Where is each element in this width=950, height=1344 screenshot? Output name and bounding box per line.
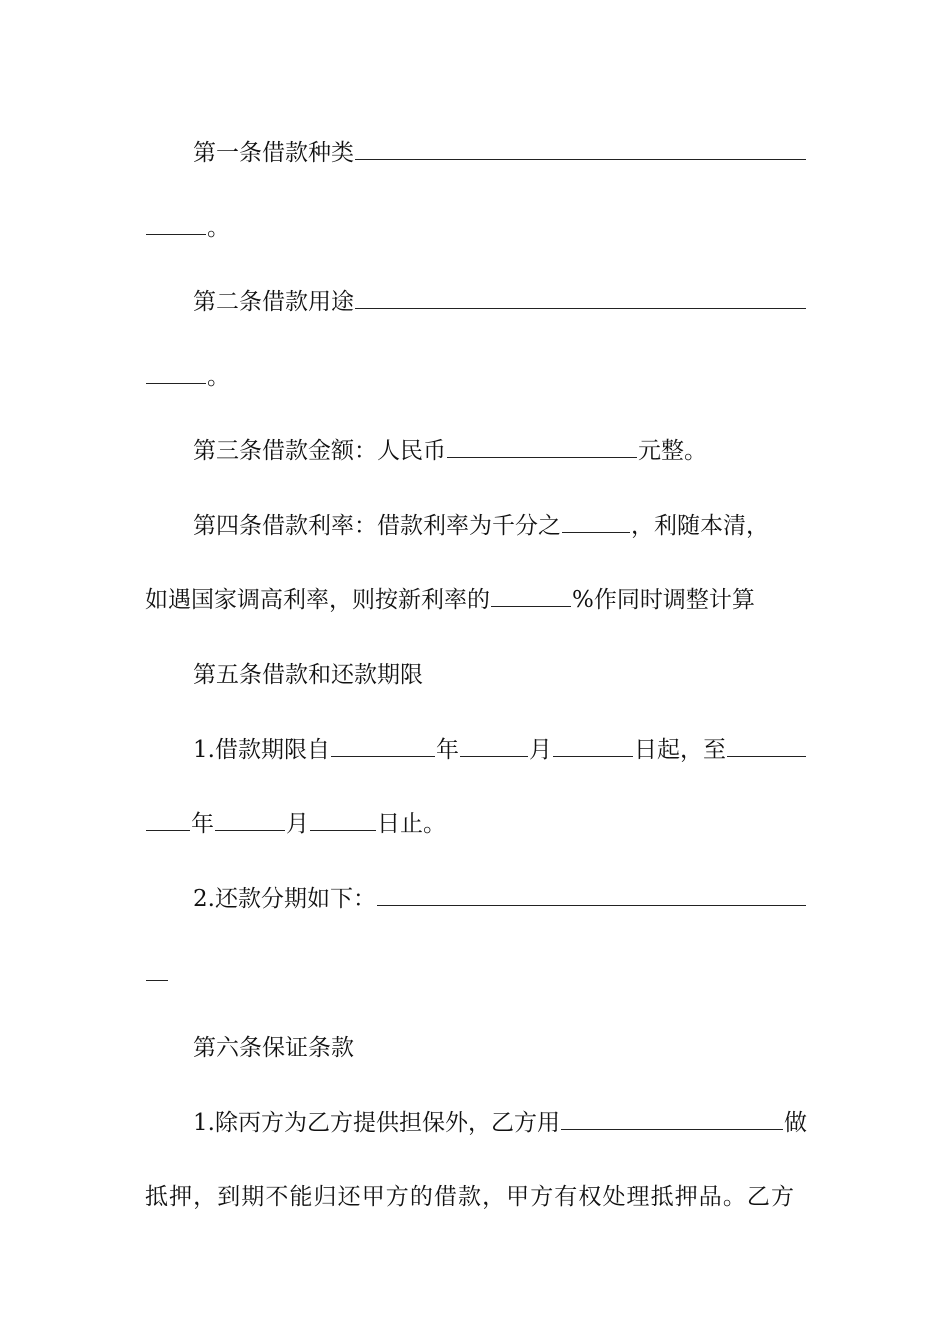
clause-5-1-text-f: 月 <box>286 811 309 837</box>
clause-5-1-text-g: 日止。 <box>377 811 446 837</box>
clause-5-1-text-d: 日起，至 <box>633 737 726 763</box>
clause-4-rate-blank <box>562 506 630 533</box>
clause-5-1-text-a: 1.借款期限自 <box>193 737 330 763</box>
clause-2-end: 。 <box>207 364 230 390</box>
clause-5-end-year-blank-cont <box>146 804 190 831</box>
clause-3-line <box>145 431 807 471</box>
clause-6-title-text: 第六条保证条款 <box>193 1035 354 1061</box>
clause-1-line <box>145 133 807 173</box>
clause-4-line-1 <box>145 506 807 546</box>
clause-5-start-year-blank <box>331 730 435 757</box>
clause-1-label: 第一条借款种类 <box>193 140 354 166</box>
clause-1-cont <box>145 208 807 248</box>
clause-5-item-2 <box>145 879 807 919</box>
clause-5-1-text-b: 年 <box>435 737 459 763</box>
clause-6-1-text-a: 1.除丙方为乙方提供担保外，乙方用 <box>193 1110 560 1136</box>
clause-5-end-year-blank <box>727 730 806 757</box>
clause-3-label: 第三条借款金额：人民币 <box>193 438 446 464</box>
clause-5-installments-blank <box>377 879 806 906</box>
clause-2-label: 第二条借款用途 <box>193 289 354 315</box>
clause-1-blank-cont <box>146 208 206 235</box>
clause-4-text-d: %作同时调整计算 <box>572 587 755 613</box>
clause-5-end-month-blank <box>215 804 285 831</box>
clause-2-cont <box>145 357 807 397</box>
clause-3-amount-blank <box>447 431 637 458</box>
clause-6-1-text-c: 抵押，到期不能归还甲方的借款，甲方有权处理抵押品。乙方 <box>145 1184 796 1210</box>
clause-6-1-text-b: 做 <box>784 1110 807 1136</box>
clause-5-title-text: 第五条借款和还款期限 <box>193 662 423 688</box>
clause-4-text-c: 如遇国家调高利率，则按新利率的 <box>145 587 490 613</box>
clause-1-blank <box>355 133 806 160</box>
clause-5-2-text: 2.还款分期如下： <box>193 886 376 912</box>
clause-2-blank-cont <box>146 357 206 384</box>
clause-3-end: 元整。 <box>638 438 707 464</box>
clause-5-item-2-cont <box>145 954 807 994</box>
clause-5-1-text-e: 年 <box>191 811 214 837</box>
clause-6-title <box>145 1028 807 1068</box>
clause-5-installments-blank-cont <box>146 954 168 981</box>
clause-5-item-1-cont <box>145 804 807 844</box>
clause-6-item-1-cont <box>145 1177 807 1217</box>
clause-4-line-2 <box>145 580 807 620</box>
clause-5-1-text-c: 月 <box>528 737 552 763</box>
clause-5-item-1 <box>145 730 807 770</box>
clause-2-line <box>145 282 807 322</box>
clause-5-start-day-blank <box>553 730 633 757</box>
clause-5-start-month-blank <box>460 730 528 757</box>
clause-4-text-b: ，利随本清， <box>631 513 769 539</box>
clause-5-title <box>145 655 807 695</box>
clause-5-end-day-blank <box>310 804 376 831</box>
clause-4-percent-blank <box>491 580 571 607</box>
clause-4-text-a: 第四条借款利率：借款利率为千分之 <box>193 513 561 539</box>
clause-1-end: 。 <box>207 215 230 241</box>
clause-6-collateral-blank <box>561 1103 783 1130</box>
clause-6-item-1 <box>145 1103 807 1143</box>
clause-2-blank <box>355 282 806 309</box>
